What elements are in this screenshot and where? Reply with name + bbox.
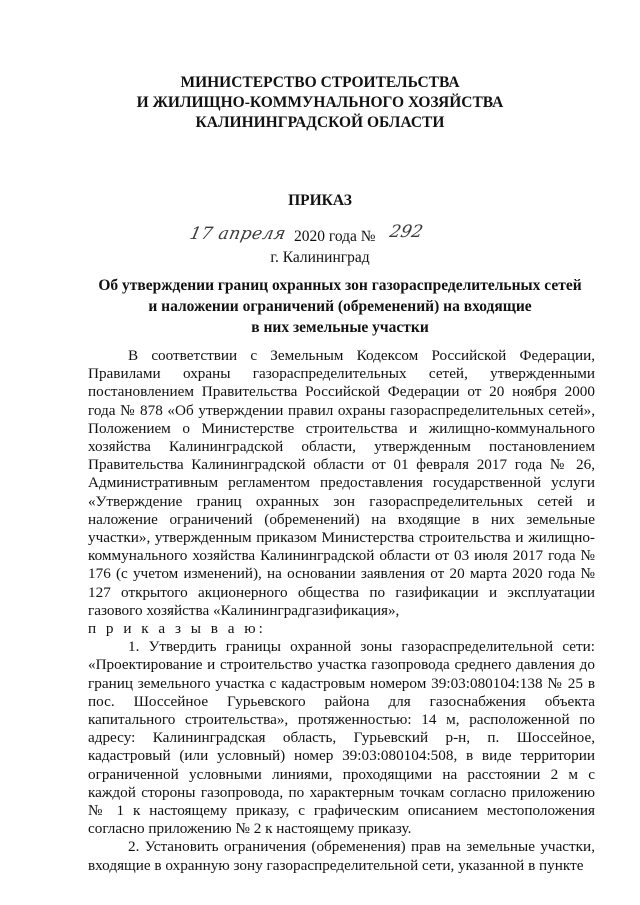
order-subject <box>90 275 590 338</box>
ministry-line-2: И ЖИЛИЩНО-КОММУНАЛЬНОГО ХОЗЯЙСТВА <box>136 94 504 111</box>
city: г. Калининград <box>270 249 370 266</box>
handwritten-date: 17 апреля <box>187 224 288 244</box>
order-title: ПРИКАЗ <box>288 192 352 209</box>
ministry-line-1: МИНИСТЕРСТВО СТРОИТЕЛЬСТВА <box>180 74 460 91</box>
order-body <box>88 347 595 875</box>
item-2-paragraph: 2. Установить ограничения (обременения) прав на земельные участки, входящие в охранную зону газораспределительной сети, указанной в пункте <box>88 838 595 874</box>
subject-line-1: Об утверждении границ охранных зон газораспределительных сетей <box>98 277 582 294</box>
item-1-paragraph: 1. Утвердить границы охранной зоны газораспределительной сети: «Проектирование и строительство участка газопровода среднего давления до границ земельного участка с кадастровым номером 39:03:080104:138 № 25 в пос. Шоссейное Гурьевского района для газоснабжения объекта капитального строительства», протяженностью: 14 м, расположенной по адресу: Калининградская область, Гурьевский р-н, п. Шоссейное, кадастровый (или условный) номер 39:03:080104:508, в виде территории ограниченной условными линиями, проходящими на расстоянии 2 м с каждой стороны газопровода, по характерным точкам согласно приложению № 1 к настоящему приказу, с графическим описанием местоположения согласно приложению № 2 к настоящему приказу. <box>88 638 595 838</box>
order-date-line <box>187 222 450 248</box>
printed-date: 2020 года № <box>294 228 376 245</box>
subject-line-2: и наложении ограничений (обременений) на входящие <box>148 298 532 315</box>
ministry-header <box>0 73 640 133</box>
ministry-line-3: КАЛИНИНГРАДСКОЙ ОБЛАСТИ <box>195 114 445 131</box>
order-word: п р и к а з ы в а ю: <box>88 620 266 638</box>
handwritten-number: 292 <box>387 222 425 242</box>
preamble-paragraph: В соответствии с Земельным Кодексом Российской Федерации, Правилами охраны газораспределительных сетей, утвержденными постановлением Правительства Российской Федерации от 20 ноября 2000 года № 878 «Об утверждении правил охраны газораспределительных сетей», Положением о Министерстве строительства и жилищно-коммунального хозяйства Калининградской области, утвержденным постановлением Правительства Калининградской области от 01 февраля 2017 года № 26, Административным регламентом предоставления государственной услуги «Утверждение границ охранных зон газораспределительных сетей и наложение ограничений (обременений) на входящие в них земельные участки», утвержденным приказом Министерства строительства и жилищно-коммунального хозяйства Калининградской области от 03 июля 2017 года № 176 (с учетом изменений), на основании заявления от 20 марта 2020 года № 127 открытого акционерного общества по газификации и эксплуатации газового хозяйства «Калининградгазификация», <box>88 347 595 619</box>
subject-line-3: в них земельные участки <box>251 319 429 336</box>
